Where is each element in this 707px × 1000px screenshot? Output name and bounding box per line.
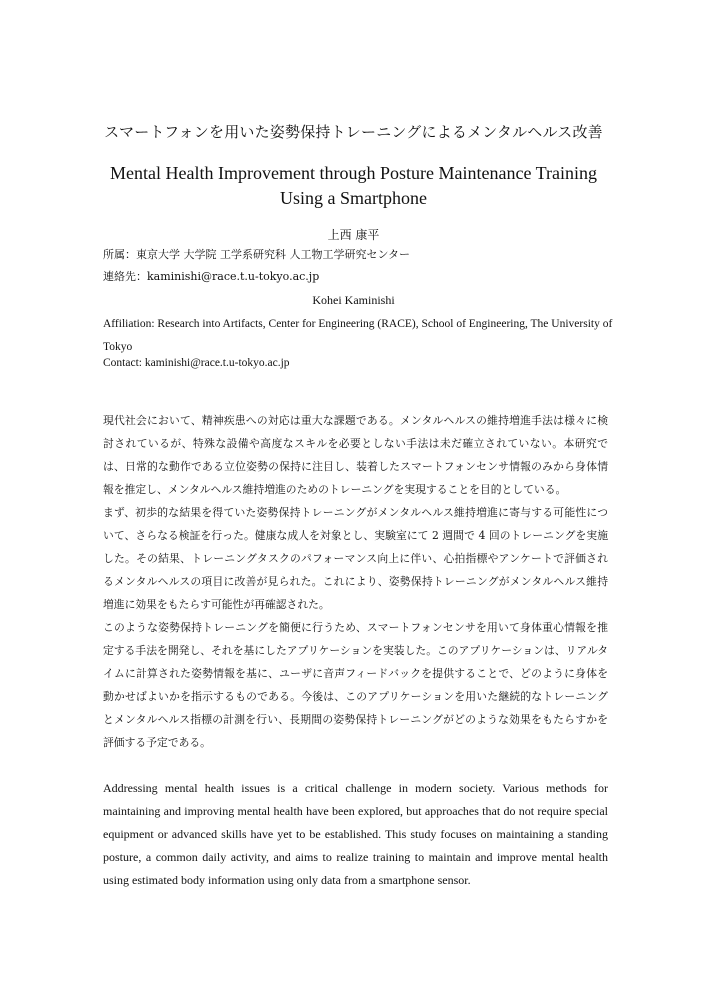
- affiliation-japanese: 所属：東京大学 大学院 工学系研究科 人工物工学研究センター: [103, 248, 411, 261]
- affiliation-english: Affiliation: Research into Artifacts, Center for Engineering (RACE), School of Engineering, The University of Tokyo: [103, 318, 613, 353]
- abstract-japanese-paragraph-2: まず、初歩的な結果を得ていた姿勢保持トレーニングがメンタルヘルス維持増進に寄与する可能性について、さらなる検証を行った。健康な成人を対象とし、実験室にて 2 週間で 4 回のトレーニングを実施した。その結果、トレーニングタスクのパフォーマンス向上に伴い、心拍指標やアンケートで評価されるメンタルヘルスの項目に改善が見られた。これにより、姿勢保持トレーニングがメンタルヘルス維持増進に効果をもたらす可能性が再確認された。: [103, 506, 608, 611]
- contact-japanese: 連絡先：kaminishi@race.t.u-tokyo.ac.jp: [103, 270, 320, 283]
- abstract-english-paragraph-1: Addressing mental health issues is a critical challenge in modern society. Various methods for maintaining and improving mental health have been explored, but approaches that do not require special equipment or advanced skills have yet to be established. This study focuses on maintaining a standing posture, a common daily activity, and aims to realize training to maintain and improve mental health using estimated body information using only data from a smartphone sensor.: [103, 781, 608, 887]
- author-name-japanese: 上西 康平: [327, 228, 380, 242]
- title-japanese: スマートフォンを用いた姿勢保持トレーニングによるメンタルヘルス改善: [104, 123, 603, 141]
- author-name-english: Kohei Kaminishi: [312, 293, 395, 307]
- abstract-japanese-paragraph-3: このような姿勢保持トレーニングを簡便に行うため、スマートフォンセンサを用いて身体重心情報を推定する手法を開発し、それを基にしたアプリケーションを実装した。このアプリケーションは、リアルタイムに計算された姿勢情報を基に、ユーザに音声フィードバックを提供することで、どのように身体を動かせばよいかを指示するものである。今後は、このアプリケーションを用いた継続的なトレーニングとメンタルヘルス指標の計測を行い、長期間の姿勢保持トレーニングがどのような効果をもたらすかを評価する予定である。: [103, 621, 608, 749]
- title-english: Mental Health Improvement through Posture Maintenance Training Using a Smartphone: [110, 163, 597, 208]
- abstract-english: [103, 777, 608, 892]
- contact-english: Contact: kaminishi@race.t.u-tokyo.ac.jp: [103, 357, 290, 369]
- abstract-japanese: [103, 409, 608, 754]
- abstract-japanese-paragraph-1: 現代社会において、精神疾患への対応は重大な課題である。メンタルヘルスの維持増進手法は様々に検討されているが、特殊な設備や高度なスキルを必要としない手法は未だ確立されていない。本研究では、日常的な動作である立位姿勢の保持に注目し、装着したスマートフォンセンサ情報のみから身体情報を推定し、メンタルヘルス維持増進のためのトレーニングを実現することを目的としている。: [103, 414, 608, 496]
